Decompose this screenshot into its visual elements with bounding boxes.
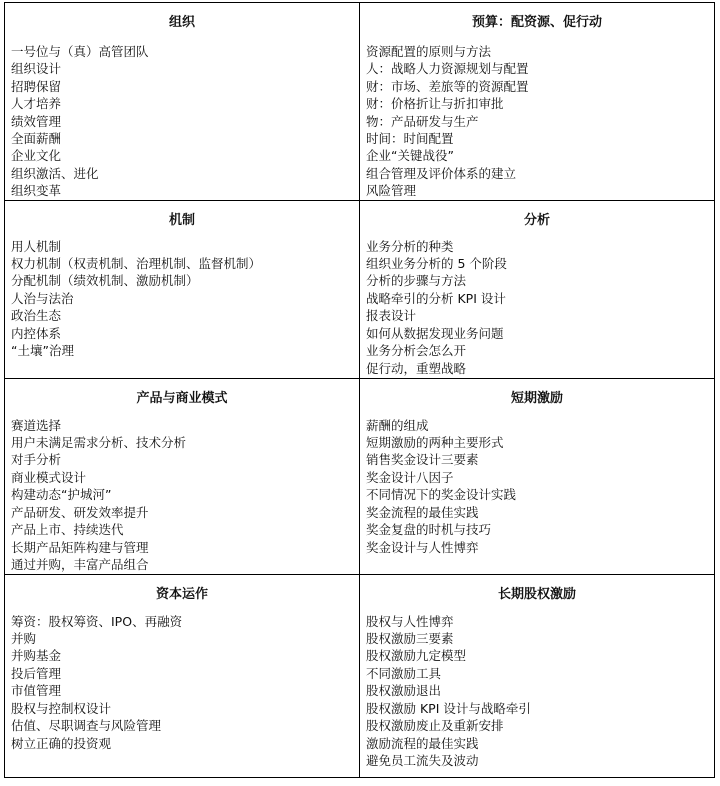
item-list xyxy=(360,417,714,556)
list-item: 战略牵引的分析 KPI 设计 xyxy=(366,290,506,306)
list-item: 产品上市、持续迭代 xyxy=(11,522,124,538)
list-item: 树立正确的投资观 xyxy=(11,735,112,751)
list-item: 股权激励退出 xyxy=(366,683,442,699)
list-item: 赛道选择 xyxy=(11,417,62,433)
cell-title: 预算：配资源、促行动 xyxy=(471,15,602,30)
list-item: 组织激活、进化 xyxy=(11,165,99,181)
list-item: 组织变革 xyxy=(11,183,62,199)
item-list xyxy=(5,43,359,200)
list-item: 促行动，重塑战略 xyxy=(366,360,467,376)
list-item: 通过并购，丰富产品组合 xyxy=(11,556,149,572)
list-item: “土壤”治理 xyxy=(11,343,74,359)
list-item: 销售奖金设计三要素 xyxy=(366,452,479,468)
topics-table xyxy=(4,2,715,778)
cell-short-term-incentive xyxy=(360,378,715,574)
list-item: 不同激励工具 xyxy=(366,665,442,681)
cell-analysis xyxy=(360,200,715,378)
cell-title: 长期股权激励 xyxy=(497,586,576,602)
list-item: 绩效管理 xyxy=(11,113,62,129)
list-item: 商业模式设计 xyxy=(11,469,87,485)
cell-budget xyxy=(360,3,715,201)
list-item: 并购基金 xyxy=(11,648,62,664)
list-item: 股权与人性博弈 xyxy=(366,613,454,629)
cell-title: 组织 xyxy=(168,15,195,30)
list-item: 激励流程的最佳实践 xyxy=(366,735,479,751)
item-list xyxy=(5,613,359,752)
item-list xyxy=(5,417,359,574)
item-list xyxy=(360,43,714,200)
list-item: 组织设计 xyxy=(11,61,62,77)
cell-mechanism xyxy=(5,200,360,378)
list-item: 股权与控制权设计 xyxy=(11,700,112,716)
list-item: 投后管理 xyxy=(11,665,62,681)
list-item: 时间：时间配置 xyxy=(366,131,454,147)
cell-capital-operation xyxy=(5,574,360,777)
list-item: 股权激励废止及重新安排 xyxy=(366,718,504,734)
list-item: 人：战略人力资源规划与配置 xyxy=(366,61,529,77)
list-item: 人才培养 xyxy=(11,96,62,112)
list-item: 用人机制 xyxy=(11,238,62,254)
list-item: 政治生态 xyxy=(11,308,62,324)
list-item: 不同情况下的奖金设计实践 xyxy=(366,487,517,503)
list-item: 产品研发、研发效率提升 xyxy=(11,504,149,520)
list-item: 分析的步骤与方法 xyxy=(366,273,467,289)
list-item: 人治与法治 xyxy=(11,290,74,306)
list-item: 构建动态“护城河” xyxy=(11,487,112,503)
list-item: 权力机制（权责机制、治理机制、监督机制） xyxy=(11,256,262,272)
item-list xyxy=(360,238,714,377)
list-item: 短期激励的两种主要形式 xyxy=(366,435,504,451)
table-row xyxy=(5,574,715,777)
list-item: 用户未满足需求分析、技术分析 xyxy=(11,435,187,451)
list-item: 市值管理 xyxy=(11,683,62,699)
list-item: 奖金设计八因子 xyxy=(366,469,454,485)
list-item: 组合管理及评价体系的建立 xyxy=(366,165,517,181)
list-item: 资源配置的原则与方法 xyxy=(366,44,492,59)
cell-title: 分析 xyxy=(523,212,550,228)
cell-product-business-model xyxy=(5,378,360,574)
list-item: 风险管理 xyxy=(366,183,417,199)
list-item: 股权激励三要素 xyxy=(366,631,454,647)
cell-title: 短期激励 xyxy=(510,390,563,406)
table-row xyxy=(5,378,715,574)
list-item: 筹资：股权筹资、IPO、再融资 xyxy=(11,613,183,629)
list-item: 长期产品矩阵构建与管理 xyxy=(11,539,149,555)
item-list xyxy=(5,238,359,360)
list-item: 股权激励九定模型 xyxy=(366,648,467,664)
list-item: 避免员工流失及波动 xyxy=(366,752,479,768)
list-item: 业务分析会怎么开 xyxy=(366,343,467,359)
cell-title: 产品与商业模式 xyxy=(136,390,228,406)
cell-organization xyxy=(5,3,360,201)
list-item: 财：价格折让与折扣审批 xyxy=(366,96,504,112)
list-item: 奖金复盘的时机与技巧 xyxy=(366,522,492,538)
list-item: 企业“关键战役” xyxy=(366,148,454,164)
list-item: 组织业务分析的 5 个阶段 xyxy=(366,256,507,272)
table-row xyxy=(5,3,715,201)
list-item: 企业文化 xyxy=(11,148,62,164)
list-item: 招聘保留 xyxy=(11,78,62,94)
list-item: 业务分析的种类 xyxy=(366,238,454,254)
list-item: 奖金流程的最佳实践 xyxy=(366,504,479,520)
list-item: 如何从数据发现业务问题 xyxy=(366,325,504,341)
table-row xyxy=(5,200,715,378)
list-item: 物：产品研发与生产 xyxy=(366,113,479,129)
list-item: 薪酬的组成 xyxy=(366,417,429,433)
list-item: 奖金设计与人性博弈 xyxy=(366,539,479,555)
list-item: 内控体系 xyxy=(11,325,62,341)
cell-title: 资本运作 xyxy=(155,586,208,602)
cell-title: 机制 xyxy=(168,212,195,228)
list-item: 全面薪酬 xyxy=(11,131,62,147)
list-item: 股权激励 KPI 设计与战略牵引 xyxy=(366,700,531,716)
item-list xyxy=(360,613,714,770)
list-item: 财：市场、差旅等的资源配置 xyxy=(366,78,529,94)
list-item: 并购 xyxy=(11,631,37,647)
list-item: 一号位与（真）高管团队 xyxy=(11,44,149,59)
list-item: 对手分析 xyxy=(11,452,62,468)
list-item: 分配机制（绩效机制、激励机制） xyxy=(11,273,199,289)
list-item: 估值、尽职调查与风险管理 xyxy=(11,718,162,734)
cell-long-term-equity-incentive xyxy=(360,574,715,777)
list-item: 报表设计 xyxy=(366,308,417,324)
